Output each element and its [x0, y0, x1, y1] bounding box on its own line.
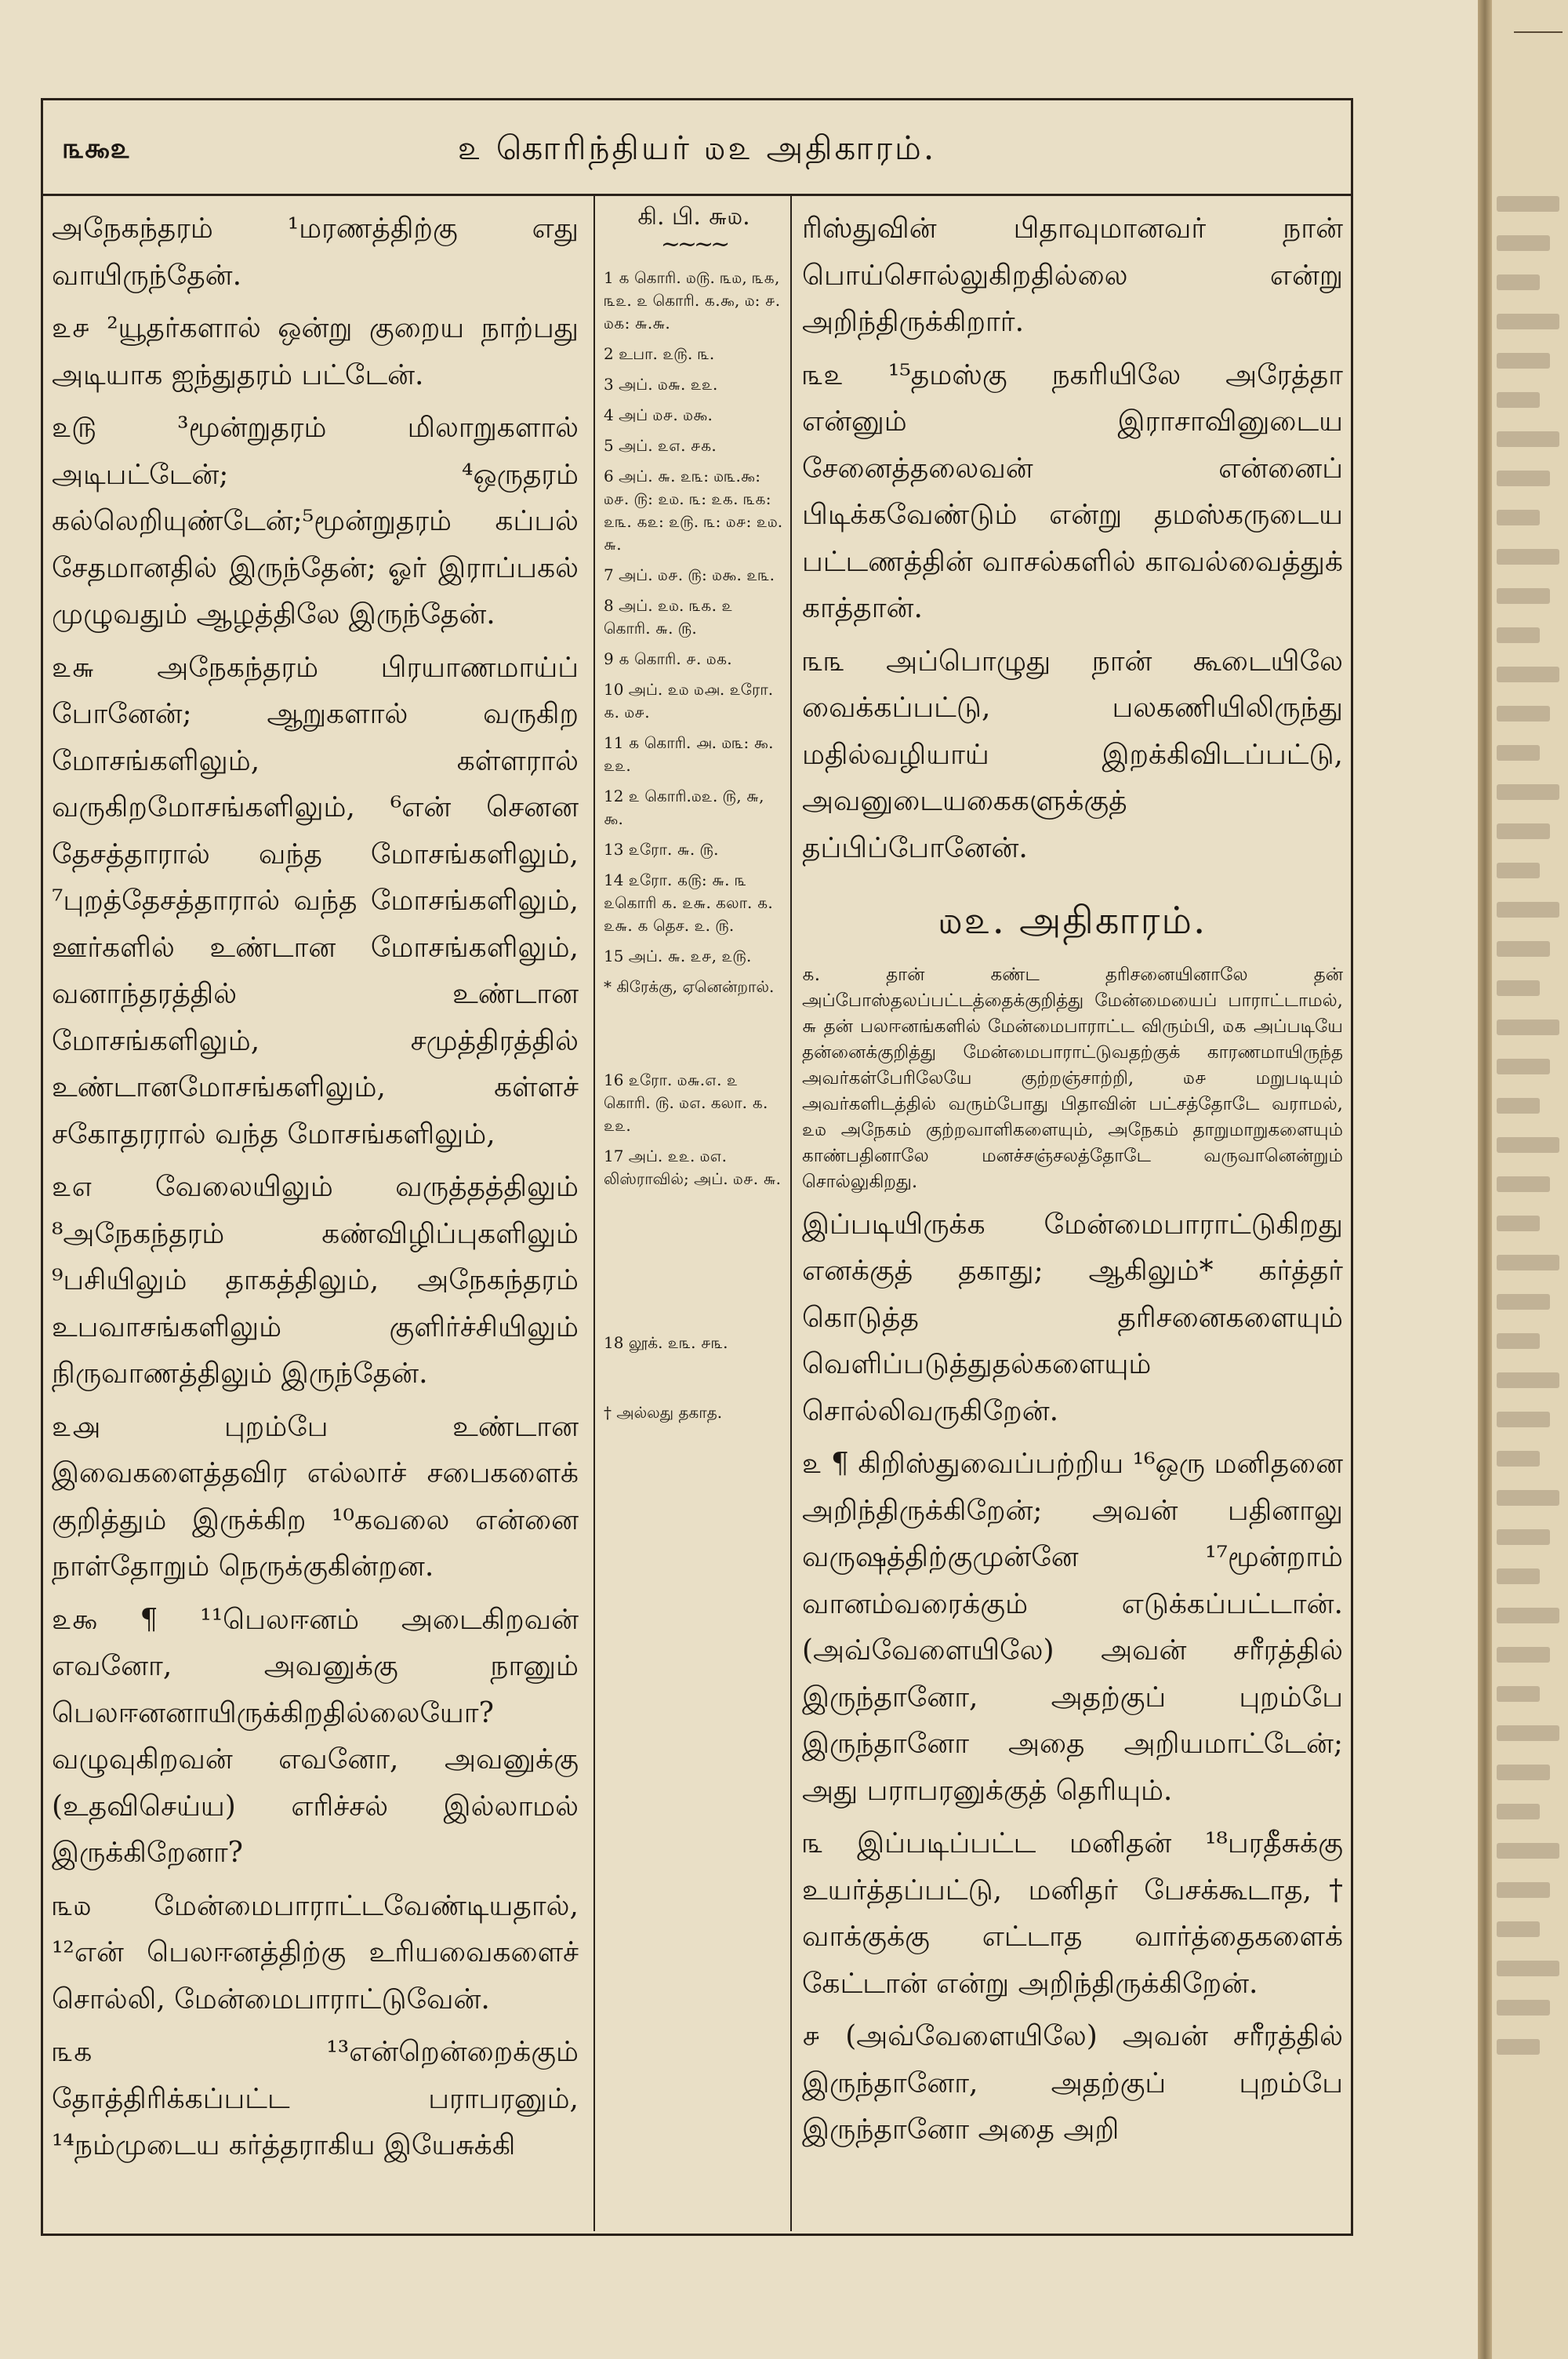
column-divider-left: [593, 196, 595, 2231]
header-rule: [41, 194, 1353, 196]
margin-date-heading: கி. பி. ௬௰.: [637, 203, 750, 231]
page-title: ௨ கொரிந்தியர் ௰௨ அதிகாரம்.: [457, 129, 937, 167]
running-header: [41, 118, 1353, 180]
verse-paragraph: ௨௬ அநேகந்தரம் பிரயாணமாய்ப் போனேன்; ஆறுகளால் வருகிற மோசங்களிலும், கள்ளரால் வருகிறமோசங்களிலும், ⁶என் செனன தேசத்தாரால் வந்த மோசங்களிலும், ⁷புறத்தேசத்தாரால் வந்த மோசங்களிலும், ஊர்களில் உண்டான மோசங்களிலும், வனாந்தரத்தில் உண்டான மோசங்களிலும், சமுத்திரத்தில் உண்டானமோசங்களிலும், கள்ளச் சகோதரரால் வந்த மோசங்களிலும்,: [52, 651, 579, 1150]
adjacent-page-edge: [1492, 0, 1568, 2359]
adjacent-page-mark: [1514, 31, 1563, 33]
cross-reference: 2 உபா. ௨௫. ௩.: [604, 344, 715, 363]
cross-reference: 15 அப். ௬. ௨௪, ௨௫.: [604, 947, 752, 965]
cross-reference: 12 ௨ கொரி.௰௨. ௫, ௬, ௯.: [604, 787, 764, 828]
cross-reference: 17 அப். ௨௨. ௰௭. லிஸ்ராவில்; அப். ௰௪. ௬.: [604, 1147, 782, 1188]
book-spine: [1478, 0, 1492, 2359]
cross-reference: 8 அப். ௨௰. ௩௧. ௨ கொரி. ௬. ௫.: [604, 596, 733, 638]
verse-paragraph: ௨௯ ¶ ¹¹பெலஈனம் அடைகிறவன் எவனோ, அவனுக்கு நானும் பெலஈனனாயிருக்கிறதில்லையோ? வழுவுகிறவன் எவனோ, அவனுக்கு (உதவிசெய்ய) எரிச்சல் இல்லாமல் இருக்கிறேனா?: [52, 1603, 579, 1869]
verse-paragraph: ௨௮ புறம்பே உண்டான இவைகளைத்தவிர எல்லாச் சபைகளைக் குறித்தும் இருக்கிற ¹⁰கவலை என்னை நாள்தோறும் நெருக்குகின்றன.: [52, 1410, 579, 1583]
verse-paragraph: ௪ (அவ்வேளையிலே) அவன் சரீரத்தில் இருந்தானோ, அதற்குப் புறம்பே இருந்தானோ அதை அறி: [802, 2020, 1343, 2146]
cross-reference: 6 அப். ௬. ௨௩: ௰௩.௯: ௰௪. ௫: ௨௰. ௩: ௨௧. ௩௧: ௨௩. ௧௨: ௨௫. ௩: ௰௪: ௨௰. ௬.: [604, 467, 783, 554]
cross-reference-column: [604, 205, 784, 1432]
ornament-flourish: ~~~~: [660, 231, 728, 258]
right-text-column: [802, 205, 1343, 2160]
verse-paragraph: ௩௩ அப்பொழுது நான் கூடையிலே வைக்கப்பட்டு, பலகணியிலிருந்து மதில்வழியாய் இறக்கிவிடப்பட்டு, அவனுடையகைகளுக்குத் தப்பிப்போனேன்.: [802, 645, 1343, 864]
cross-reference: 4 அப் ௰௪. ௰௯.: [604, 405, 713, 424]
cross-reference: 5 அப். ௨௭. ௪௧.: [604, 436, 717, 455]
footnote-marker: * கிரேக்கு, ஏனென்றால்.: [604, 977, 775, 996]
cross-reference: 1 ௧ கொரி. ௰௫. ௩௰, ௩௧, ௩௨. ௨ கொரி. ௧.௯, ௰: ௪. ௰௧: ௬.௬.: [604, 268, 781, 333]
adjacent-page-text: [1497, 196, 1567, 2078]
cross-reference: 11 ௧ கொரி. ௮. ௰௩: ௯. ௨௨.: [604, 733, 774, 775]
verse-paragraph: ௨௭ வேலையிலும் வருத்தத்திலும் ⁸அநேகந்தரம் கண்விழிப்புகளிலும் ⁹பசியிலும் தாகத்திலும், அநேகந்தரம் உபவாசங்களிலும் குளிர்ச்சியிலும் நிருவாணத்திலும் இருந்தேன்.: [52, 1171, 579, 1390]
verse-paragraph: ரிஸ்துவின் பிதாவுமானவர் நான் பொய்சொல்லுகிறதில்லை என்று அறிந்திருக்கிறார்.: [802, 213, 1343, 338]
cross-reference: 18 லூக். ௨௩. ௪௩.: [604, 1333, 728, 1352]
cross-reference: 9 ௧ கொரி. ௪. ௰௧.: [604, 649, 732, 668]
verse-paragraph: அநேகந்தரம் ¹மரணத்திற்கு எது வாயிருந்தேன்.: [52, 213, 579, 292]
chapter-summary: ௧. தான் கண்ட தரிசனையினாலே தன் அப்போஸ்தலப்பட்டத்தைக்குறித்து மேன்மையைப் பாராட்டாமல், ௬ தன் பலஈனங்களில் மேன்மைபாராட்ட விரும்பி, ௰௧ அப்படியே தன்னைக்குறித்து மேன்மைபாராட்டுவதற்குக் காரணமாயிருந்த அவர்கள்பேரிலேயே குற்றஞ்சாற்றி, ௰௪ மறுபடியும் அவர்களிடத்தில் வரும்போது பிதாவின் பட்சத்தோடே வராமல், ௨௰ அநேகம் குற்றவாளிகளையும், அநேகம் தாறுமாறுகளையும் காண்பதினாலே மனச்சஞ்சலத்தோடே வருவானென்றும் சொல்லுகிறது.: [802, 964, 1343, 1192]
cross-reference: 16 ௨ரோ. ௰௬.௭. ௨ கொரி. ௫. ௰௭. கலா. ௧. ௨௨.: [604, 1070, 768, 1135]
verse-paragraph: ௩௨ ¹⁵தமஸ்கு நகரியிலே அரேத்தா என்னும் இராசாவினுடைய சேனைத்தலைவன் என்னைப் பிடிக்கவேண்டும் என்று தமஸ்கருடைய பட்டணத்தின் வாசல்களில் காவல்வைத்துக் காத்தான்.: [802, 358, 1343, 624]
page-number: ௩௯௨: [63, 132, 131, 165]
verse-paragraph: ௩ இப்படிப்பட்ட மனிதன் ¹⁸பரதீசுக்கு உயர்த்தப்பட்டு, மனிதர் பேசக்கூடாத,† வாக்குக்கு எட்டாத வார்த்தைகளைக் கேட்டான் என்று அறிந்திருக்கிறேன்.: [802, 1827, 1343, 2000]
column-divider-right: [790, 196, 792, 2231]
cross-reference: 13 ௨ரோ. ௬. ௫.: [604, 840, 719, 859]
verse-paragraph: இப்படியிருக்க மேன்மைபாராட்டுகிறது எனக்குத் தகாது; ஆகிலும்* கர்த்தர் கொடுத்த தரிசனைகளையும் வெளிப்படுத்துதல்களையும் சொல்லிவருகிறேன்.: [802, 1208, 1343, 1427]
verse-paragraph: ௨௪ ²யூதர்களால் ஒன்று குறைய நாற்பது அடியாக ஐந்துதரம் பட்டேன்.: [52, 312, 579, 391]
cross-reference: 3 அப். ௰௬. ௨௨.: [604, 375, 718, 394]
verse-paragraph: ௩௰ மேன்மைபாராட்டவேண்டியதால், ¹²என் பெலஈனத்திற்கு உரியவைகளைச் சொல்லி, மேன்மைபாராட்டுவேன்.: [52, 1889, 579, 2016]
cross-reference: 14 ௨ரோ. ௧௫: ௬. ௩ ௨கொரி ௧. ௨௬. கலா. ௧. ௨௬. ௧ தெச. ௨. ௫.: [604, 871, 773, 935]
footnote-marker: † அல்லது தகாத.: [604, 1403, 723, 1422]
verse-paragraph: ௨ ¶ கிறிஸ்துவைப்பற்றிய ¹⁶ஒரு மனிதனை அறிந்திருக்கிறேன்; அவன் பதினாலு வருஷத்திற்குமுன்னே ¹⁷மூன்றாம் வானம்வரைக்கும் எடுக்கப்பட்டான். (அவ்வேளையிலே) அவன் சரீரத்தில் இருந்தானோ, அதற்குப் புறம்பே இருந்தானோ அதை அறியமாட்டேன்; அது பராபரனுக்குத் தெரியும்.: [802, 1448, 1343, 1807]
chapter-heading: ௰௨. அதிகாரம்.: [938, 899, 1207, 943]
cross-reference: 10 அப். ௨௰ ௰௮. ௨ரோ. ௧. ௰௪.: [604, 680, 774, 722]
left-text-column: [52, 205, 579, 2175]
verse-paragraph: ௩௧ ¹³என்றென்றைக்கும் தோத்திரிக்கப்பட்ட பராபரனும், ¹⁴நம்முடைய கர்த்தராகிய இயேசுக்கி: [52, 2036, 579, 2161]
cross-reference: 7 அப். ௰௪. ௫: ௰௯. ௨௩.: [604, 565, 775, 584]
verse-paragraph: ௨௫ ³மூன்றுதரம் மிலாறுகளால் அடிபட்டேன்; ⁴ஒருதரம் கல்லெறியுண்டேன்;⁵மூன்றுதரம் கப்பல் சேதமானதில் இருந்தேன்; ஓர் இராப்பகல் முழுவதும் ஆழத்திலே இருந்தேன்.: [52, 412, 579, 631]
